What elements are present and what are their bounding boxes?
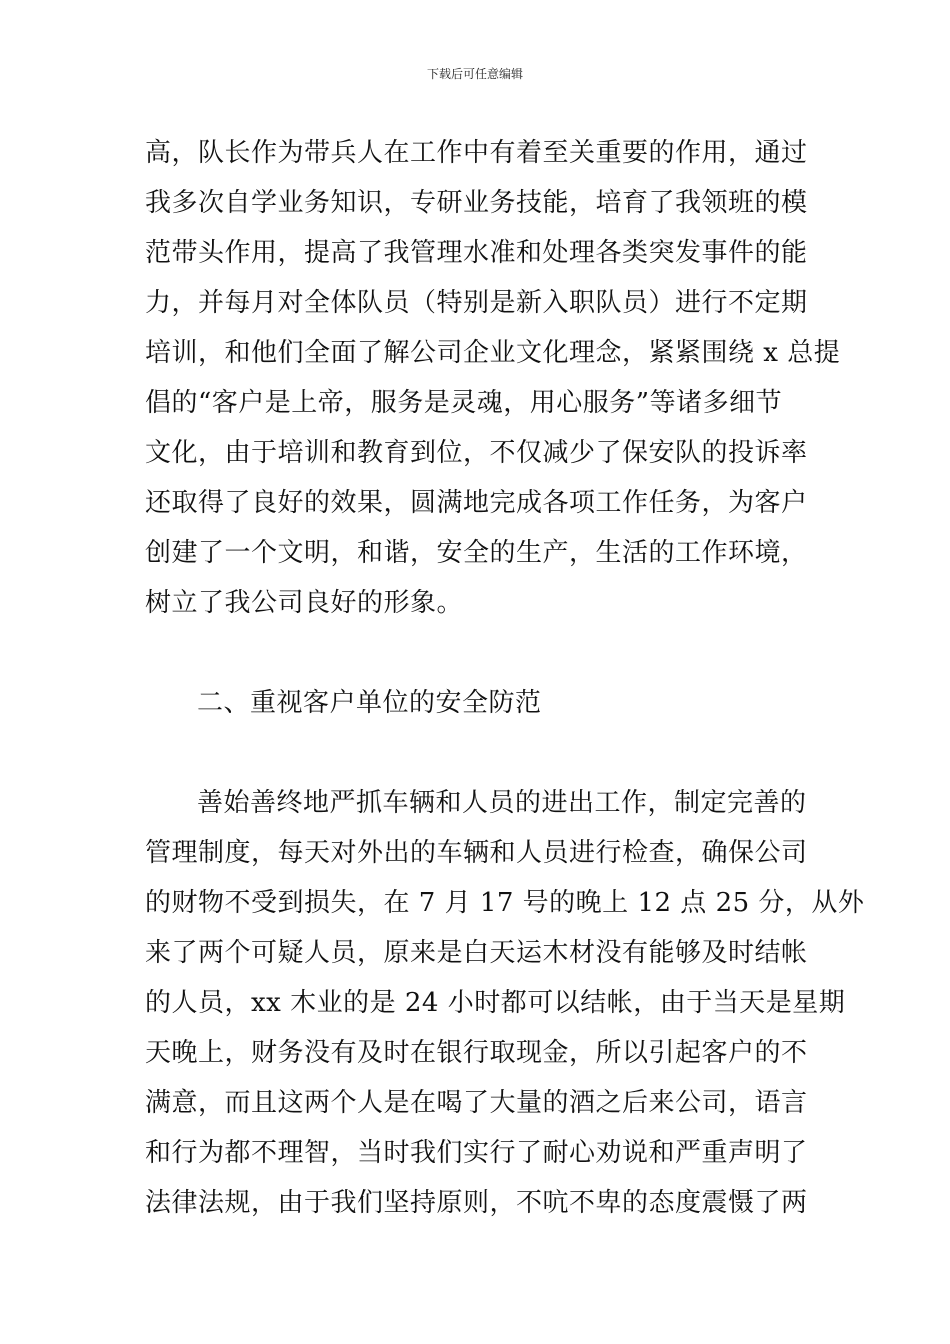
text-line: 我多次自学业务知识，专研业务技能，培育了我领班的模 <box>145 188 808 218</box>
text-line: 法律法规，由于我们坚持原则，不吭不卑的态度震慑了两 <box>145 1188 808 1218</box>
page-header: 下载后可任意编辑 <box>426 67 523 81</box>
paragraph-1 <box>145 128 841 628</box>
paragraph-2 <box>145 778 865 1228</box>
text-line: 力，并每月对全体队员（特别是新入职队员）进行不定期 <box>145 288 808 318</box>
text-line: 还取得了良好的效果，圆满地完成各项工作任务，为客户 <box>145 488 808 518</box>
text-line: 管理制度，每天对外出的车辆和人员进行检查，确保公司 <box>145 838 808 868</box>
text-line: 范带头作用，提高了我管理水准和处理各类突发事件的能 <box>145 238 808 268</box>
text-line: 的财物不受到损失，在 7 月 17 号的晚上 12 点 25 分，从外 <box>145 888 865 918</box>
text-line: 和行为都不理智，当时我们实行了耐心劝说和严重声明了 <box>145 1138 808 1168</box>
paragraph-gap <box>145 628 810 678</box>
text-line: 倡的“客户是上帝，服务是灵魂，用心服务”等诸多细节 <box>145 388 783 418</box>
text-line: 的人员，xx 木业的是 24 小时都可以结帐，由于当天是星期 <box>145 988 846 1018</box>
section-heading: 二、重视客户单位的安全防范 <box>197 688 542 718</box>
text-line: 文化，由于培训和教育到位，不仅减少了保安队的投诉率 <box>145 438 808 468</box>
paragraph-gap <box>145 728 810 778</box>
text-line: 来了两个可疑人员，原来是白天运木材没有能够及时结帐 <box>145 938 808 968</box>
document-body <box>145 128 865 1228</box>
text-line: 树立了我公司良好的形象。 <box>145 588 464 618</box>
text-line: 天晚上，财务没有及时在银行取现金，所以引起客户的不 <box>145 1038 808 1068</box>
text-line: 高，队长作为带兵人在工作中有着至关重要的作用，通过 <box>145 138 808 168</box>
text-line: 培训，和他们全面了解公司企业文化理念，紧紧围绕 x 总提 <box>145 338 841 368</box>
text-line: 满意，而且这两个人是在喝了大量的酒之后来公司，语言 <box>145 1088 808 1118</box>
text-line: 创建了一个文明，和谐，安全的生产，生活的工作环境， <box>145 538 808 568</box>
text-line: 善始善终地严抓车辆和人员的进出工作，制定完善的 <box>197 788 807 818</box>
